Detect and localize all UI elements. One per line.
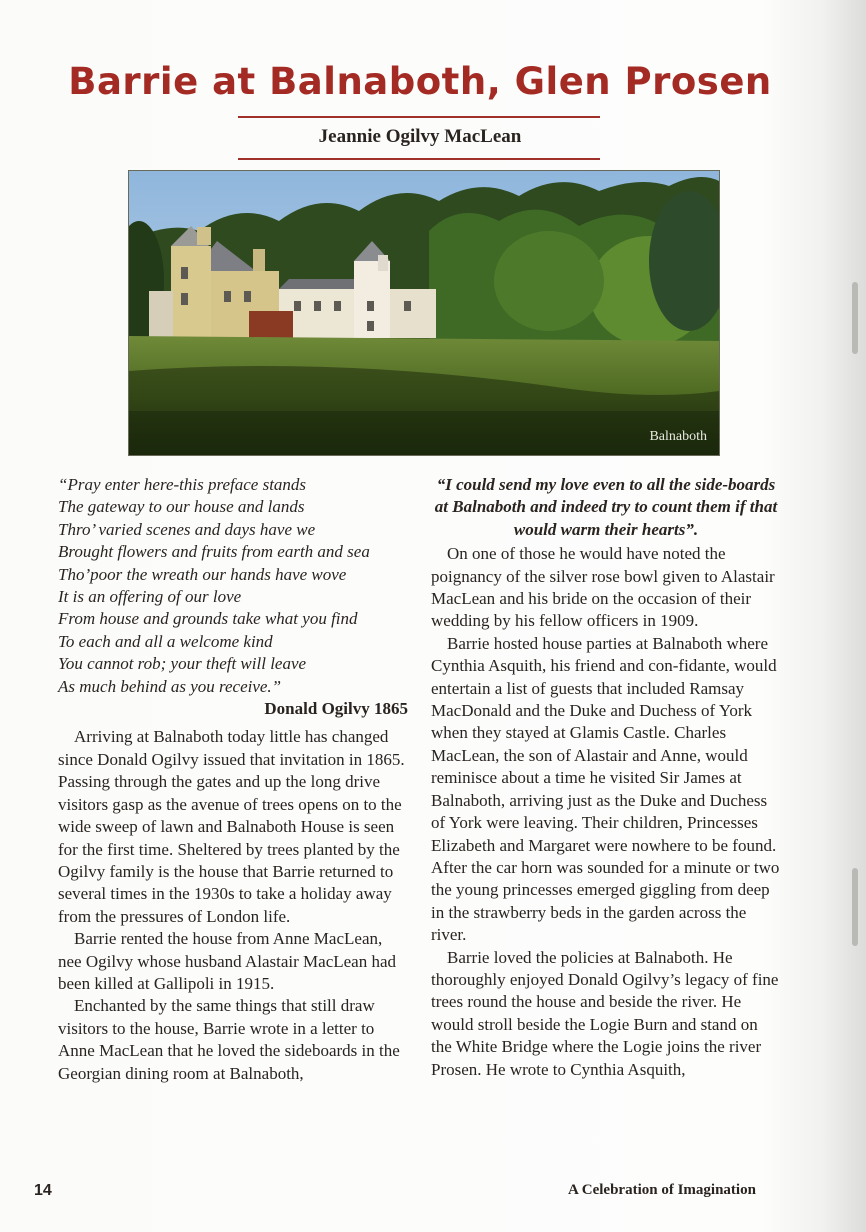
title-divider-top: [238, 116, 600, 118]
barrie-quote: “I could send my love even to all the side-boards at Balnaboth and indeed try to count them if that would warm their hearts”.: [434, 475, 778, 539]
poem-line: Thro’ varied scenes and days have we: [58, 519, 316, 539]
article-title: Barrie at Balnaboth, Glen Prosen: [68, 60, 772, 103]
binding-staple: [852, 868, 858, 946]
poem: [58, 474, 408, 698]
poem-line: As much behind as you receive.”: [58, 676, 282, 696]
poem-line: “Pray enter here-this preface stands: [58, 475, 307, 494]
photo-caption: Balnaboth: [649, 429, 707, 444]
balnaboth-photo: [128, 170, 720, 456]
poem-line: Brought flowers and fruits from earth and sea: [58, 542, 370, 562]
balnaboth-house-illustration: [129, 171, 719, 455]
publication-name: A Celebration of Imagination: [568, 1182, 756, 1198]
body-paragraph: Barrie loved the policies at Balnaboth. He thoroughly enjoyed Donald Ogilvy’s legacy of fine trees round the house and beside the river. He would stroll beside the Logie Burn and stand on the White Bridge where the Logie joins the river Prosen. He wrote to Cynthia Asquith,: [431, 947, 779, 1079]
title-divider-bottom: [238, 158, 600, 160]
left-column: [58, 474, 408, 1085]
right-column: [431, 474, 781, 1081]
binding-staple: [852, 282, 858, 354]
poem-line: Tho’poor the wreath our hands have wove: [58, 564, 347, 584]
body-paragraph: Arriving at Balnaboth today little has changed since Donald Ogilvy issued that invitation in 1865. Passing through the gates and up the long drive visitors gasp as the avenue of trees opens on to the wide sweep of lawn and Balnaboth House is seen for the first time. Sheltered by trees planted by the Ogilvy family is the house that Barrie returned to several times in the 1930s to take a holiday away from the pressures of London life.: [58, 727, 405, 926]
page-number: 14: [34, 1182, 52, 1199]
body-paragraph: On one of those he would have noted the poignancy of the silver rose bowl given to Alastair MacLean and his bride on the occasion of their wedding by his fellow officers in 1909.: [431, 544, 775, 631]
poem-line: The gateway to our house and lands: [58, 497, 305, 517]
poem-line: You cannot rob; your theft will leave: [58, 654, 307, 674]
poem-signature: Donald Ogilvy 1865: [264, 699, 408, 719]
author-byline: Jeannie Ogilvy MacLean: [318, 126, 522, 147]
poem-line: To each and all a welcome kind: [58, 631, 273, 651]
body-paragraph: Barrie hosted house parties at Balnaboth where Cynthia Asquith, his friend and con-fidante, would entertain a list of guests that included Ramsay MacDonald and the Duke and Duchess of York when they stayed at Glamis Castle. Charles MacLean, the son of Alastair and Anne, would reminisce about a time he visited Sir James at Balnaboth, arriving just as the Duke and Duchess of York were leaving. Their children, Princesses Elizabeth and Margaret were nowhere to be found. After the car horn was sounded for a minute or two the young princesses emerged giggling from deep in the strawberry beds in the garden across the river.: [431, 633, 780, 945]
body-paragraph: Barrie rented the house from Anne MacLean, nee Ogilvy whose husband Alastair MacLean had been killed at Gallipoli in 1915.: [58, 929, 397, 993]
body-paragraph: Enchanted by the same things that still draw visitors to the house, Barrie wrote in a letter to Anne MacLean that he loved the sideboards in the Georgian dining room at Balnaboth,: [58, 996, 400, 1083]
poem-line: It is an offering of our love: [58, 587, 242, 607]
poem-line: From house and grounds take what you find: [58, 609, 358, 629]
